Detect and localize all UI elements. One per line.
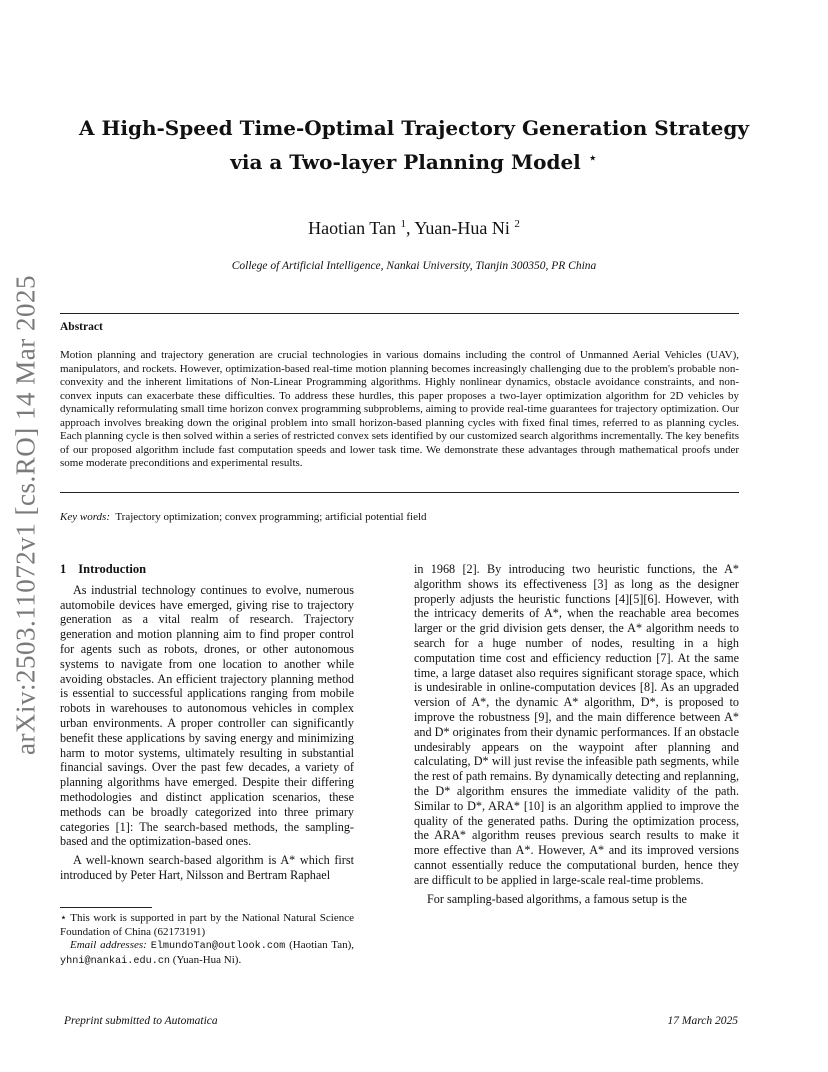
author-1-affil-mark: 1 <box>400 218 407 230</box>
email-1-owner: (Haotian Tan), <box>285 939 355 951</box>
paragraph: A well-known search-based algorithm is A* which first introduced by Peter Hart, Nilsson and Bertram Raphael <box>60 853 354 882</box>
keywords-text: Trajectory optimization; convex programming; artificial potential field <box>115 511 427 523</box>
author-2-affil-mark: 2 <box>514 218 520 230</box>
keywords-label: Key words: <box>60 511 111 523</box>
title-footnote-star: ⋆ <box>587 148 598 167</box>
author-2-name: Yuan-Hua Ni <box>414 218 510 238</box>
footnote-support <box>60 912 354 939</box>
section-number: 1 <box>60 562 67 576</box>
author-list <box>40 218 788 239</box>
author-1-name: Haotian Tan <box>308 218 397 238</box>
paragraph: As industrial technology continues to evolve, numerous automobile devices have emerged, giving rise to trajectory generation as a vital realm of research. Trajectory generation and motion planning aim to find proper control for agents such as robots, drones, or other autonomous systems to navigate from one location to another while avoiding obstacles. An efficient trajectory planning method is essential to successful applications ranging from mobile robots in warehouses to autonomous vehicles in complex urban environments. A proper controller can significantly benefit these applications by saving energy and minimizing harm to motor systems, ultimately resulting in substantial financial savings. Over the past few decades, a variety of planning algorithms have emerged. Despite their differing methodologies and distinct application scenarios, these methods can be broadly categorized into three primary categories [1]: The search-based methods, the sampling-based and the optimization-based ones. <box>60 582 354 849</box>
arxiv-identifier: arXiv:2503.11072v1 [cs.RO] 14 Mar 2025 <box>10 275 41 755</box>
paper-title <box>40 114 788 177</box>
section-heading <box>60 562 354 577</box>
footnote-rule <box>60 907 152 908</box>
footnote <box>60 912 354 968</box>
email-label: Email addresses: <box>70 939 147 951</box>
affiliation: College of Artificial Intelligence, Nankai University, Tianjin 300350, PR China <box>231 260 597 272</box>
author-separator: , <box>406 218 415 238</box>
title-line-2-text: via a Two-layer Planning Model <box>230 150 581 174</box>
title-line-2 <box>40 143 788 177</box>
left-column <box>60 562 354 883</box>
footnote-star: ⋆ <box>60 912 67 924</box>
footer-preprint-note: Preprint submitted to Automatica <box>64 1015 218 1027</box>
arxiv-side-stamp <box>6 255 46 775</box>
footnote-support-text: This work is supported in part by the National Natural Science Foundation of China (62173191) <box>60 912 354 938</box>
abstract-heading: Abstract <box>60 321 103 333</box>
email-link-2[interactable]: yhni@nankai.edu.cn <box>60 955 171 967</box>
section-title: Introduction <box>78 562 147 576</box>
footnote-emails <box>60 939 354 968</box>
footer-date: 17 March 2025 <box>667 1015 738 1027</box>
email-link-1[interactable]: ElmundoTan@outlook.com <box>150 941 286 952</box>
right-column <box>414 562 739 906</box>
abstract-bottom-rule <box>60 492 739 493</box>
paragraph: in 1968 [2]. By introducing two heuristic functions, the A* algorithm shows its effectiveness [3] as long as the designer properly adjusts the heuristic functions [4][5][6]. However, with the intricacy demerits of A*, when the reachable area becomes larger or the grid division gets denser, the A* algorithm needs to search for a huge number of nodes, resulting in a high computation time cost and efficiency reduction [7]. At the same time, a large dataset also requires significant storage space, which is undesirable in online-computation devices [8]. As an upgraded version of A*, the dynamic A* algorithm, D*, is proposed to improve the robustness [9], and the main difference between A* and D* originates from their dynamic performances. If an obstacle undesirably appears on the waypoint after planning and calculating, D* will just revise the infeasible path segments, while the rest of path remains. By dynamically detecting and replanning, the D* algorithm ensures the immediate validity of the path. Similar to D*, ARA* [10] is an algorithm applied to improve the quality of the generated paths. During the optimization process, the ARA* algorithm reuses previous search results to make it more effective than A*. However, A* and its improved versions cannot essentially reduce the computational burden, hence they are difficult to be applied in large-scale real-time problems. <box>414 562 739 887</box>
keywords <box>60 511 739 523</box>
abstract-body: Motion planning and trajectory generation are crucial technologies in various domains including the control of Unmanned Aerial Vehicles (UAV), manipulators, and rockets. However, optimization-based real-time motion planning becomes increasingly challenging due to the problem's probable non-convexity and the inherent limitations of Non-Linear Programming algorithms. Highly nonlinear dynamics, obstacle avoidance constraints, and non-convex inputs can exacerbate these difficulties. To address these hurdles, this paper proposes a two-layer optimization algorithm for 2D vehicles by dynamically reformulating small time horizon convex programming subproblems, aiming to provide real-time guarantees for trajectory optimization. Our approach involves breaking down the original problem into small horizon-based planning cycles with fixed final times, referred to as planning cycles. Each planning cycle is then solved within a series of restricted convex sets identified by our customized search algorithms incrementally. The key benefits of our proposed algorithm include fast computation speeds and lower task time. We demonstrate these advantages through mathematical proofs under some moderate preconditions and experimental results. <box>60 349 739 469</box>
email-2-owner: (Yuan-Hua Ni). <box>170 953 242 966</box>
abstract-top-rule <box>60 313 739 314</box>
paragraph: For sampling-based algorithms, a famous setup is the <box>427 891 687 906</box>
title-line-1: A High-Speed Time-Optimal Trajectory Generation Strategy <box>79 116 749 140</box>
